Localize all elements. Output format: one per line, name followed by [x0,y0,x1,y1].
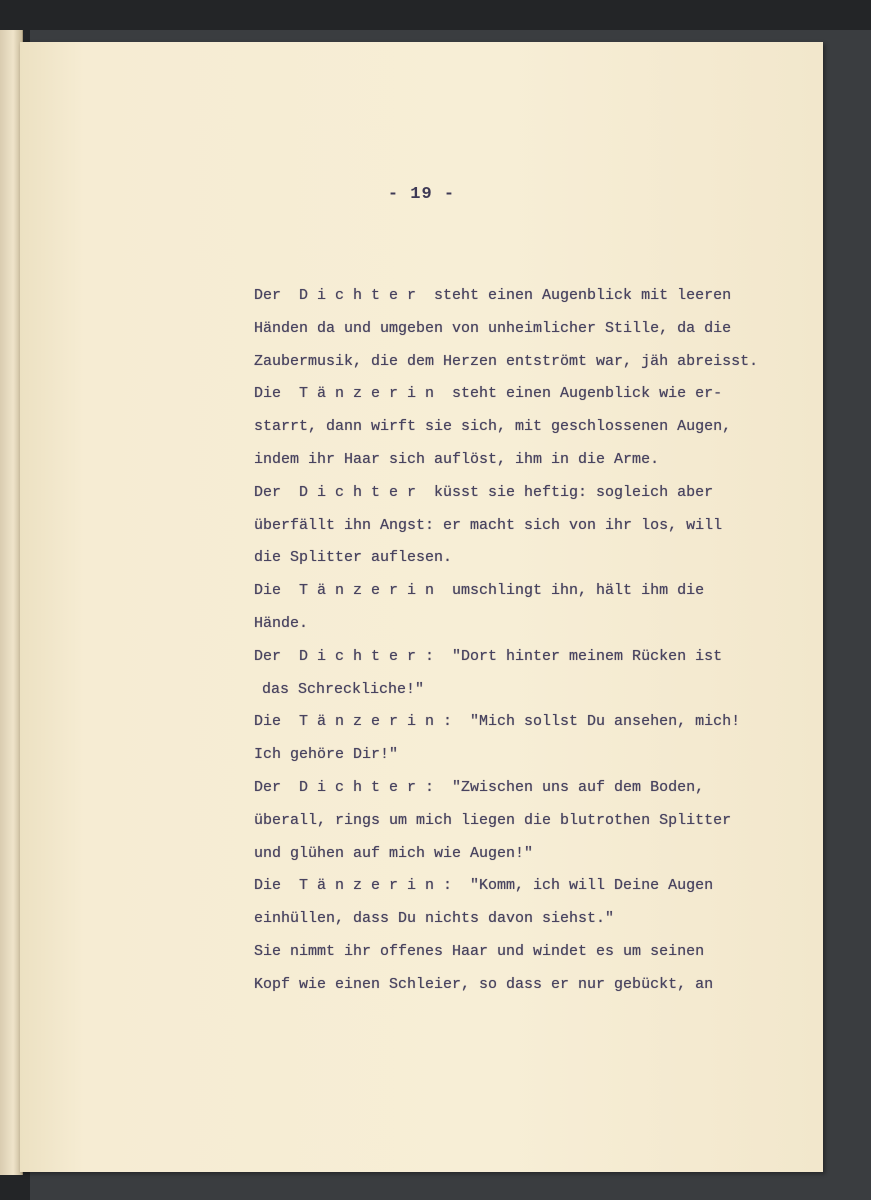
text-line: Kopf wie einen Schleier, so dass er nur gebückt, an [254,975,714,993]
text-line: Die T ä n z e r i n umschlingt ihn, hält ihm die [254,582,705,600]
text-line: Der D i c h t e r : "Dort hinter meinem Rücken ist [254,647,723,665]
text-line: einhüllen, dass Du nichts davon siehst." [254,910,615,928]
text-line: überfällt ihn Angst: er macht sich von ihr los, will [254,516,723,534]
text-line: überall, rings um mich liegen die blutrothen Splitter [254,811,732,829]
text-line: und glühen auf mich wie Augen!" [254,844,534,862]
text-line: Ich gehöre Dir!" [254,746,399,764]
text-line: die Splitter auflesen. [254,549,453,567]
text-line: Die T ä n z e r i n : "Mich sollst Du ansehen, mich! [254,713,741,731]
text-line: Der D i c h t e r küsst sie heftig: sogleich aber [254,483,714,501]
text-line: Zaubermusik, die dem Herzen entströmt war, jäh abreisst. [254,352,759,370]
text-line: starrt, dann wirft sie sich, mit geschlossenen Augen, [254,418,732,436]
text-line: Der D i c h t e r steht einen Augenblick mit leeren [254,287,732,304]
typewritten-page [20,42,823,1172]
text-line: Händen da und umgeben von unheimlicher Stille, da die [254,319,732,337]
text-line: das Schreckliche!" [262,680,425,698]
text-line: Die T ä n z e r i n steht einen Augenblick wie er- [254,385,723,403]
text-line: Hände. [254,614,309,632]
text-line: Der D i c h t e r : "Zwischen uns auf dem Boden, [254,778,705,796]
text-line: indem ihr Haar sich auflöst, ihm in die Arme. [254,450,660,468]
page-text [254,280,794,1002]
text-line: Sie nimmt ihr offenes Haar und windet es um seinen [254,942,705,960]
text-line: Die T ä n z e r i n : "Komm, ich will Deine Augen [254,877,714,895]
page-number: - 19 - [387,185,456,204]
